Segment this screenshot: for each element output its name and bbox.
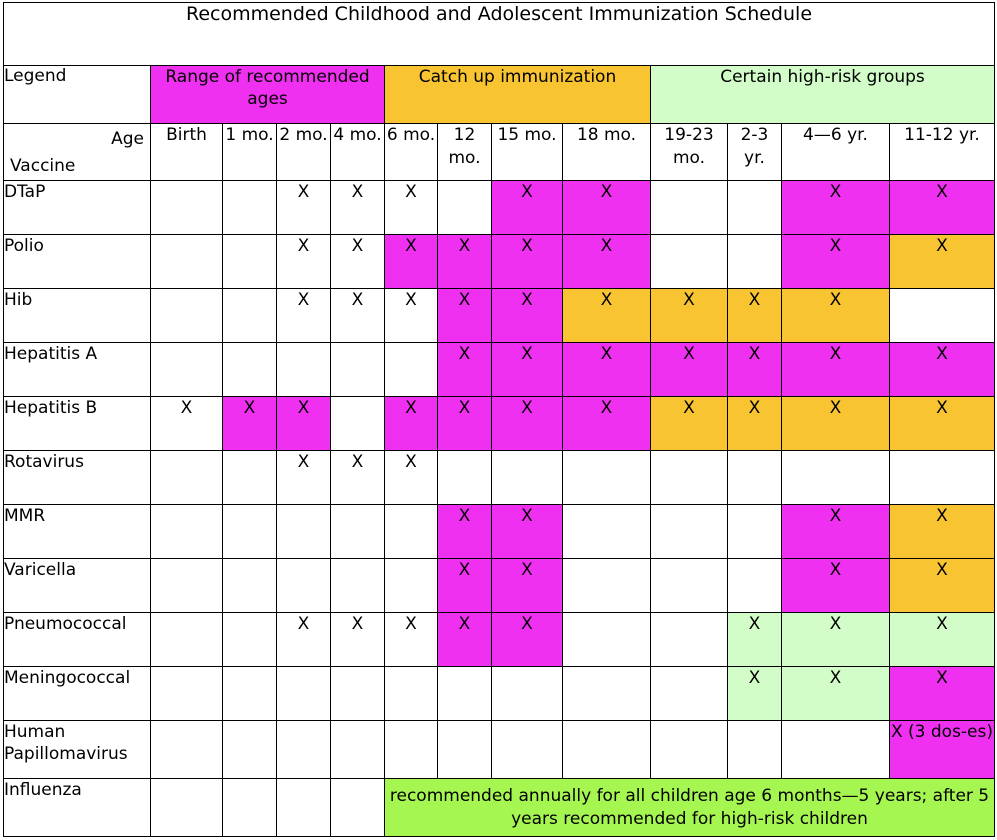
schedule-cell bbox=[728, 505, 782, 559]
vaccine-row bbox=[4, 343, 995, 397]
schedule-cell bbox=[492, 667, 563, 721]
age-header-cell: 6 mo. bbox=[385, 124, 438, 181]
schedule-cell: X bbox=[782, 613, 890, 667]
schedule-cell: X bbox=[651, 397, 728, 451]
vaccine-name: Polio bbox=[4, 235, 151, 289]
schedule-cell bbox=[277, 779, 331, 837]
schedule-cell bbox=[651, 613, 728, 667]
schedule-cell bbox=[151, 667, 223, 721]
schedule-cell bbox=[782, 721, 890, 779]
schedule-cell: X bbox=[277, 181, 331, 235]
schedule-cell: X bbox=[438, 289, 492, 343]
vaccine-name: MMR bbox=[4, 505, 151, 559]
schedule-cell bbox=[151, 343, 223, 397]
schedule-cell: X bbox=[492, 505, 563, 559]
age-header-cell: 12 mo. bbox=[438, 124, 492, 181]
schedule-cell: X bbox=[331, 451, 385, 505]
schedule-cell bbox=[782, 451, 890, 505]
schedule-cell: X bbox=[331, 181, 385, 235]
age-label: Age bbox=[111, 129, 144, 149]
schedule-cell: X bbox=[331, 613, 385, 667]
schedule-cell: X bbox=[492, 343, 563, 397]
schedule-cell bbox=[563, 721, 651, 779]
schedule-cell bbox=[223, 667, 277, 721]
legend-catchup: Catch up immunization bbox=[385, 66, 651, 124]
legend-highrisk: Certain high-risk groups bbox=[651, 66, 995, 124]
schedule-cell bbox=[277, 721, 331, 779]
schedule-cell: X bbox=[890, 397, 995, 451]
schedule-cell: X bbox=[438, 559, 492, 613]
vaccine-row bbox=[4, 721, 995, 779]
immunization-schedule-table bbox=[3, 2, 995, 837]
vaccine-row bbox=[4, 181, 995, 235]
schedule-cell: X bbox=[890, 343, 995, 397]
vaccine-name: Hib bbox=[4, 289, 151, 343]
vaccine-name: Hepatitis A bbox=[4, 343, 151, 397]
age-header-cell: 11-12 yr. bbox=[890, 124, 995, 181]
age-header-cell: 15 mo. bbox=[492, 124, 563, 181]
schedule-cell bbox=[151, 721, 223, 779]
schedule-cell: X bbox=[331, 235, 385, 289]
schedule-cell bbox=[151, 779, 223, 837]
schedule-cell: X bbox=[492, 613, 563, 667]
age-header-cell: 2 mo. bbox=[277, 124, 331, 181]
schedule-cell bbox=[492, 721, 563, 779]
schedule-cell bbox=[223, 559, 277, 613]
schedule-cell: X bbox=[385, 181, 438, 235]
schedule-cell: X bbox=[385, 397, 438, 451]
schedule-cell: X bbox=[651, 289, 728, 343]
schedule-cell bbox=[563, 613, 651, 667]
legend-range: Range of recommended ages bbox=[151, 66, 385, 124]
schedule-cell: X bbox=[890, 613, 995, 667]
age-header-cell: Birth bbox=[151, 124, 223, 181]
schedule-cell bbox=[331, 397, 385, 451]
schedule-cell bbox=[438, 181, 492, 235]
schedule-cell bbox=[385, 559, 438, 613]
schedule-cell bbox=[438, 721, 492, 779]
schedule-cell bbox=[563, 667, 651, 721]
schedule-cell: X bbox=[385, 451, 438, 505]
schedule-cell: X bbox=[728, 667, 782, 721]
schedule-cell bbox=[651, 559, 728, 613]
schedule-cell: X bbox=[890, 667, 995, 721]
schedule-cell bbox=[223, 721, 277, 779]
schedule-cell: X bbox=[438, 343, 492, 397]
schedule-cell bbox=[151, 289, 223, 343]
schedule-cell bbox=[651, 505, 728, 559]
schedule-cell bbox=[223, 613, 277, 667]
page-title: Recommended Childhood and Adolescent Immunization Schedule bbox=[4, 3, 995, 66]
schedule-cell bbox=[151, 181, 223, 235]
schedule-cell bbox=[223, 451, 277, 505]
schedule-cell bbox=[385, 505, 438, 559]
schedule-cell bbox=[563, 505, 651, 559]
schedule-cell bbox=[385, 667, 438, 721]
schedule-cell: X bbox=[438, 505, 492, 559]
vaccine-name: Pneumococcal bbox=[4, 613, 151, 667]
age-vaccine-header bbox=[4, 124, 151, 181]
age-header-row bbox=[4, 124, 995, 181]
vaccine-name: Rotavirus bbox=[4, 451, 151, 505]
schedule-cell: X bbox=[563, 343, 651, 397]
schedule-cell: X bbox=[385, 289, 438, 343]
schedule-cell bbox=[331, 559, 385, 613]
title-row bbox=[4, 3, 995, 66]
age-header-cell: 4—6 yr. bbox=[782, 124, 890, 181]
schedule-cell bbox=[651, 667, 728, 721]
vaccine-row bbox=[4, 613, 995, 667]
schedule-cell bbox=[223, 235, 277, 289]
schedule-cell bbox=[438, 667, 492, 721]
influenza-note: recommended annually for all children age 6 months—5 years; after 5 years recommended for high-risk children bbox=[385, 779, 995, 837]
schedule-cell bbox=[223, 505, 277, 559]
legend-label: Legend bbox=[4, 66, 151, 124]
schedule-cell: X bbox=[782, 505, 890, 559]
schedule-cell: X bbox=[728, 613, 782, 667]
schedule-cell bbox=[151, 505, 223, 559]
schedule-cell bbox=[277, 667, 331, 721]
schedule-cell bbox=[151, 613, 223, 667]
vaccine-row bbox=[4, 451, 995, 505]
vaccine-row bbox=[4, 559, 995, 613]
schedule-cell bbox=[151, 451, 223, 505]
schedule-cell: X bbox=[277, 613, 331, 667]
schedule-cell bbox=[728, 235, 782, 289]
schedule-cell: X bbox=[728, 397, 782, 451]
schedule-cell bbox=[563, 451, 651, 505]
schedule-cell bbox=[651, 181, 728, 235]
schedule-cell: X bbox=[385, 235, 438, 289]
schedule-cell bbox=[385, 343, 438, 397]
schedule-cell: X bbox=[438, 613, 492, 667]
vaccine-row bbox=[4, 289, 995, 343]
age-header-cell: 2-3 yr. bbox=[728, 124, 782, 181]
schedule-cell: X bbox=[492, 289, 563, 343]
age-header-cell: 1 mo. bbox=[223, 124, 277, 181]
schedule-cell bbox=[890, 289, 995, 343]
table-body bbox=[4, 3, 995, 837]
vaccine-row-influenza bbox=[4, 779, 995, 837]
schedule-cell: X bbox=[890, 559, 995, 613]
schedule-cell bbox=[728, 451, 782, 505]
schedule-cell bbox=[277, 559, 331, 613]
vaccine-name: Influenza bbox=[4, 779, 151, 837]
schedule-cell bbox=[651, 721, 728, 779]
schedule-cell bbox=[728, 181, 782, 235]
schedule-cell bbox=[223, 181, 277, 235]
schedule-cell bbox=[385, 721, 438, 779]
schedule-cell: X bbox=[563, 235, 651, 289]
schedule-cell bbox=[728, 721, 782, 779]
vaccine-row bbox=[4, 397, 995, 451]
schedule-cell: X bbox=[563, 289, 651, 343]
schedule-cell: X bbox=[438, 397, 492, 451]
vaccine-name: Human Papillomavirus bbox=[4, 721, 151, 779]
schedule-cell: X bbox=[492, 235, 563, 289]
schedule-cell: X bbox=[492, 559, 563, 613]
schedule-cell bbox=[223, 343, 277, 397]
schedule-cell: X bbox=[492, 181, 563, 235]
age-header-cell: 19-23 mo. bbox=[651, 124, 728, 181]
schedule-cell: X bbox=[277, 451, 331, 505]
schedule-cell bbox=[492, 451, 563, 505]
schedule-cell bbox=[651, 451, 728, 505]
schedule-cell bbox=[438, 451, 492, 505]
vaccine-name: DTaP bbox=[4, 181, 151, 235]
schedule-cell: X bbox=[385, 613, 438, 667]
schedule-cell: X bbox=[782, 343, 890, 397]
schedule-cell bbox=[223, 779, 277, 837]
schedule-cell: X bbox=[438, 235, 492, 289]
schedule-cell: X bbox=[890, 235, 995, 289]
age-header-cell: 4 mo. bbox=[331, 124, 385, 181]
schedule-cell: X bbox=[890, 505, 995, 559]
schedule-cell: X bbox=[277, 289, 331, 343]
vaccine-row bbox=[4, 235, 995, 289]
schedule-cell: X bbox=[728, 289, 782, 343]
vaccine-row bbox=[4, 667, 995, 721]
schedule-cell bbox=[331, 343, 385, 397]
schedule-cell: X bbox=[492, 397, 563, 451]
schedule-cell: X bbox=[563, 181, 651, 235]
schedule-cell: X bbox=[151, 397, 223, 451]
vaccine-name: Varicella bbox=[4, 559, 151, 613]
schedule-cell: X bbox=[223, 397, 277, 451]
schedule-cell: X bbox=[563, 397, 651, 451]
schedule-cell bbox=[277, 505, 331, 559]
schedule-cell bbox=[563, 559, 651, 613]
schedule-cell: X bbox=[728, 343, 782, 397]
legend-row bbox=[4, 66, 995, 124]
schedule-cell: X bbox=[782, 289, 890, 343]
schedule-cell: X bbox=[782, 235, 890, 289]
schedule-cell: X bbox=[277, 397, 331, 451]
schedule-cell bbox=[331, 667, 385, 721]
schedule-cell: X bbox=[782, 181, 890, 235]
schedule-cell bbox=[331, 721, 385, 779]
schedule-cell bbox=[651, 235, 728, 289]
schedule-cell bbox=[151, 559, 223, 613]
vaccine-name: Meningococcal bbox=[4, 667, 151, 721]
schedule-cell: X bbox=[651, 343, 728, 397]
schedule-cell bbox=[331, 779, 385, 837]
schedule-cell bbox=[223, 289, 277, 343]
schedule-cell: X bbox=[782, 667, 890, 721]
schedule-cell bbox=[151, 235, 223, 289]
vaccine-label: Vaccine bbox=[10, 156, 76, 176]
vaccine-row bbox=[4, 505, 995, 559]
schedule-cell: X (3 dos-es) bbox=[890, 721, 995, 779]
schedule-cell: X bbox=[277, 235, 331, 289]
schedule-cell: X bbox=[331, 289, 385, 343]
schedule-cell bbox=[728, 559, 782, 613]
schedule-cell: X bbox=[782, 397, 890, 451]
schedule-cell: X bbox=[890, 181, 995, 235]
schedule-cell: X bbox=[782, 559, 890, 613]
schedule-cell bbox=[331, 505, 385, 559]
schedule-cell bbox=[890, 451, 995, 505]
vaccine-name: Hepatitis B bbox=[4, 397, 151, 451]
schedule-cell bbox=[277, 343, 331, 397]
age-header-cell: 18 mo. bbox=[563, 124, 651, 181]
